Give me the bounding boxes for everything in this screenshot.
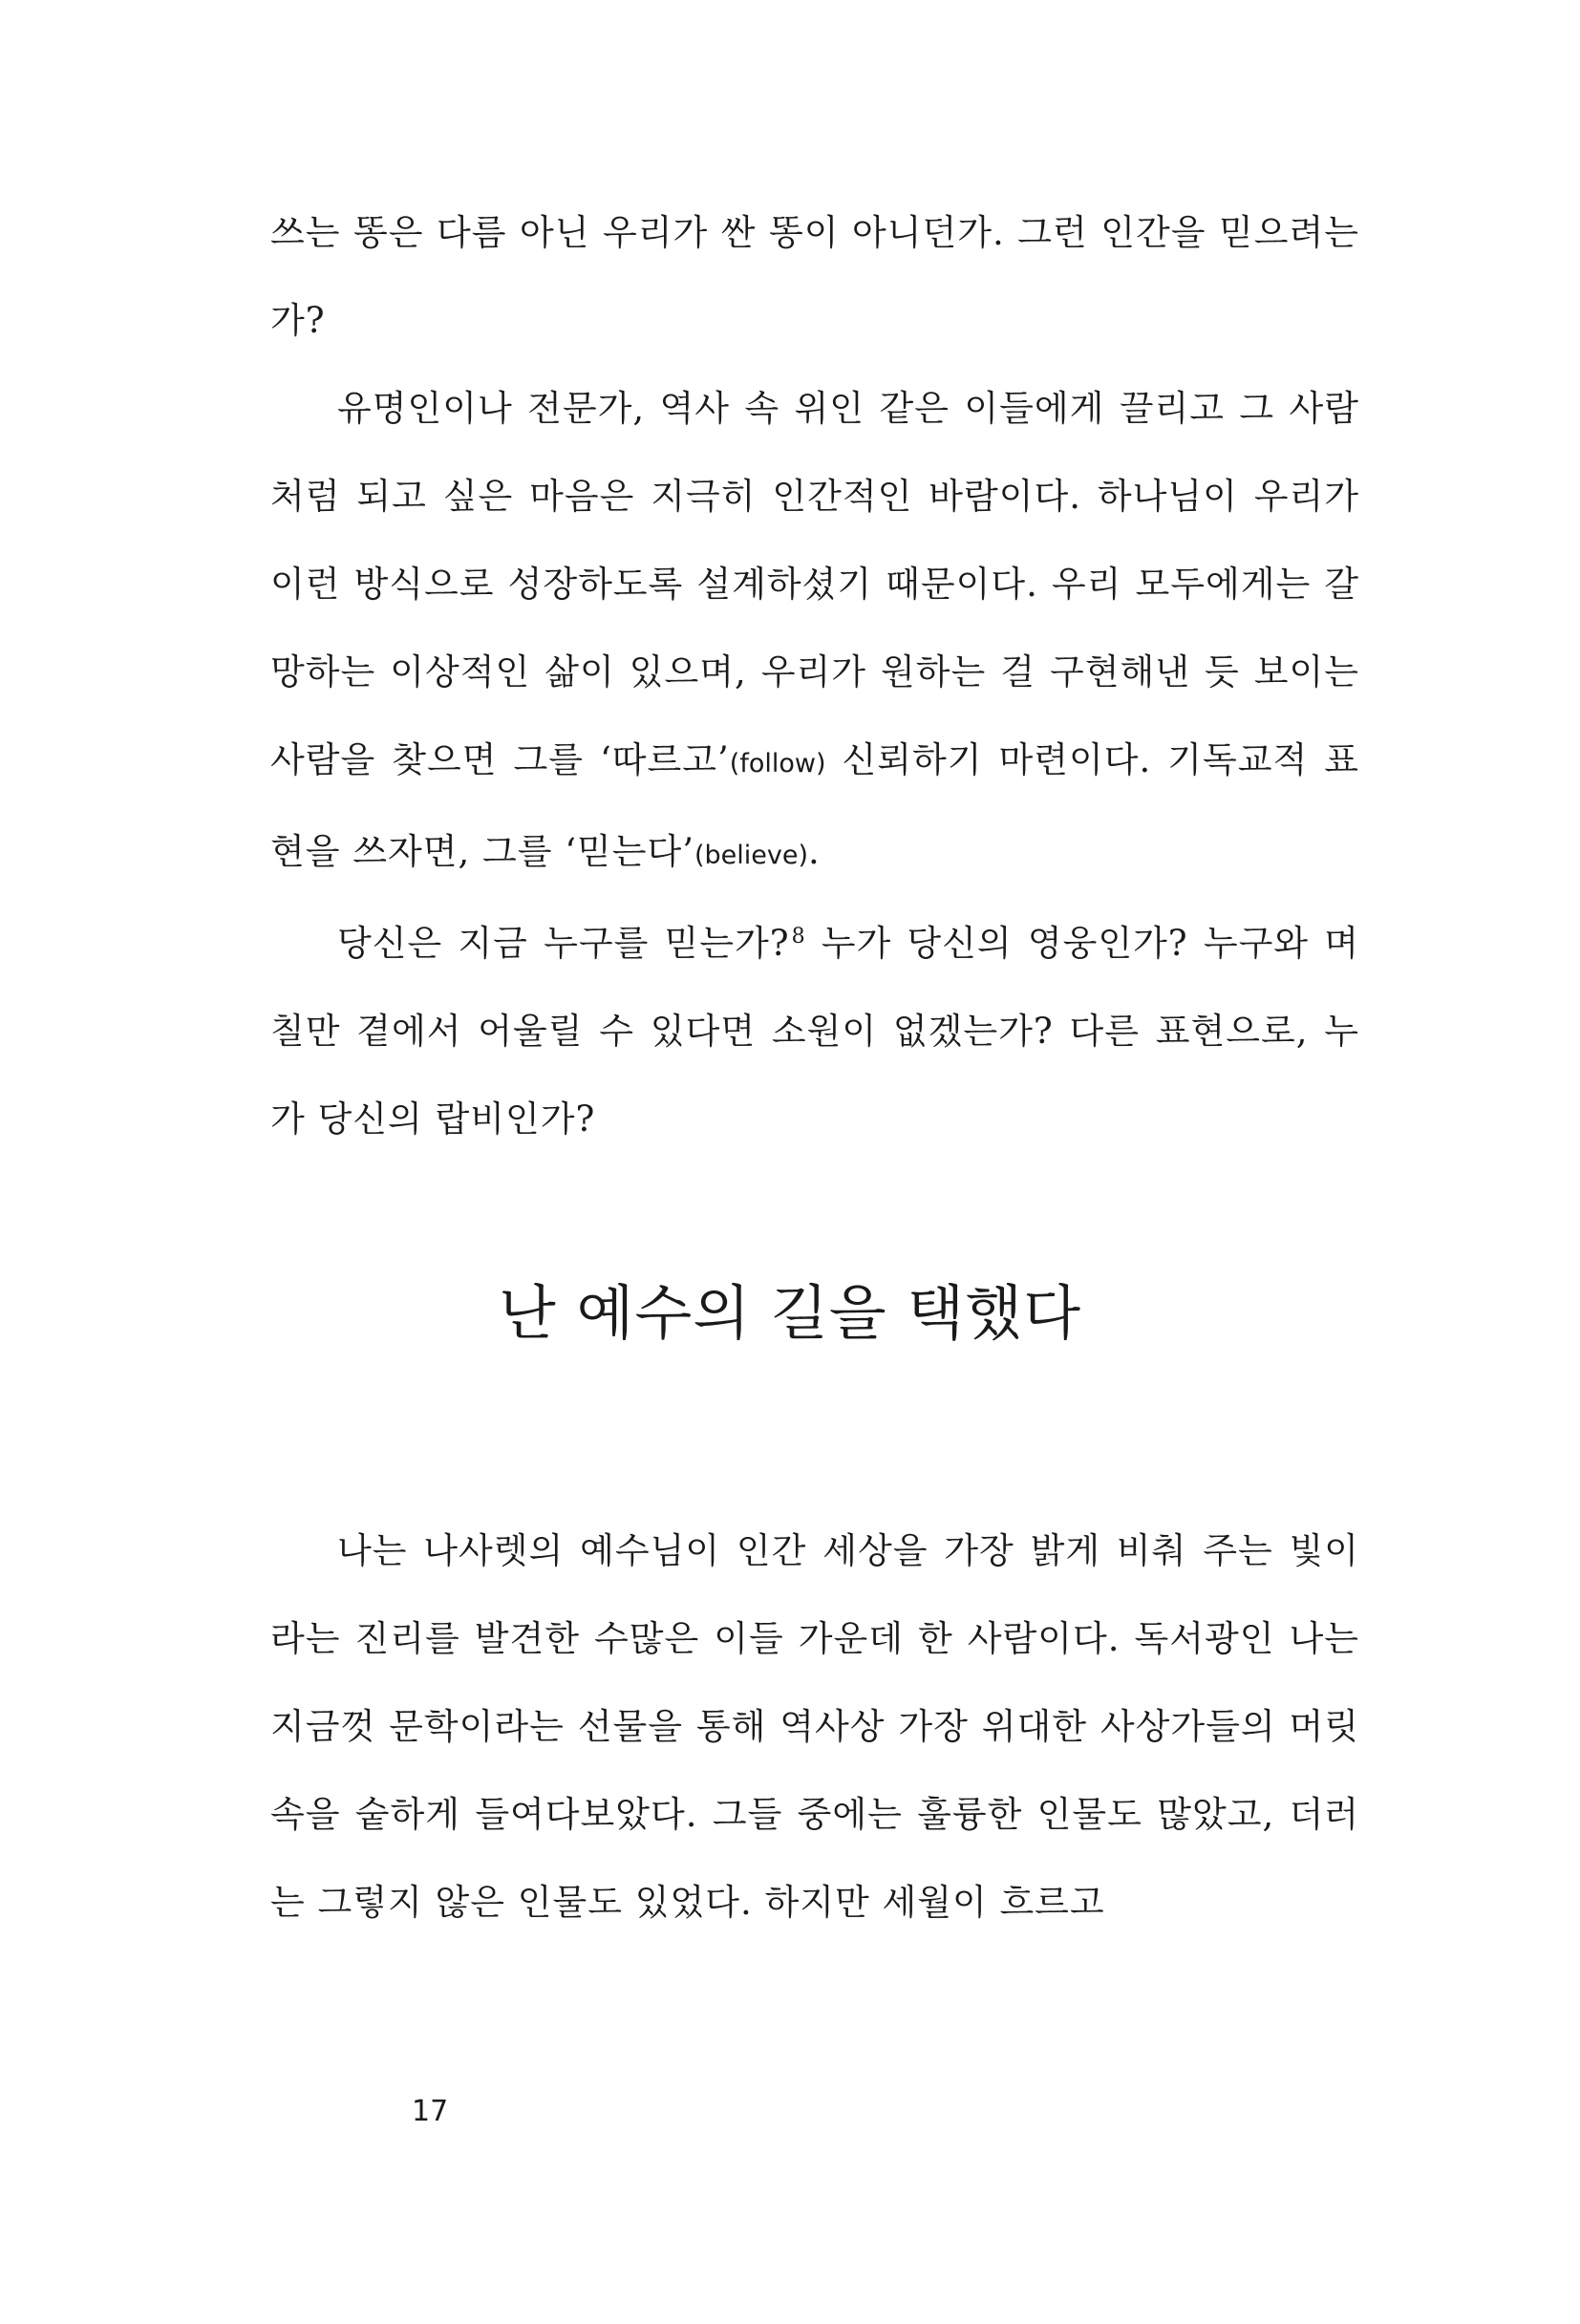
body-text-bottom [270,1507,1359,1947]
paragraph-continued: 쓰는 똥은 다름 아닌 우리가 싼 똥이 아니던가. 그런 인간을 믿으려는가? [270,212,1359,341]
section-heading: 난 예수의 길을 택했다 [498,1278,1082,1348]
paragraph-text: 유명인이나 전문가, 역사 속 위인 같은 이들에게 끌리고 그 사람처럼 되고 싶은 마음은 지극히 인간적인 바람이다. 하나님이 우리가 이런 방식으로 성장하도록 설계하셨기 때문이다. 우리 모두에게는 갈망하는 이상적인 삶이 있으며, 우리가 원하는 걸 구현해낸 듯 보이는 사람을 찾으면 그를 ‘따르고’ [270,388,1359,780]
paragraph-text: 누가 당신의 영웅인가? 누구와 며칠만 곁에서 어울릴 수 있다면 소원이 없겠는가? 다른 표현으로, 누가 당신의 랍비인가? [270,923,1359,1140]
paragraph-jesus-light: 나는 나사렛의 예수님이 인간 세상을 가장 밝게 비춰 주는 빛이라는 진리를 발견한 수많은 이들 가운데 한 사람이다. 독서광인 나는 지금껏 문학이라는 선물을 통해 역사상 가장 위대한 사상가들의 머릿속을 숱하게 들여다보았다. 그들 중에는 훌륭한 인물도 많았고, 더러는 그렇지 않은 인물도 있었다. 하지만 세월이 흐르고 [270,1530,1359,1923]
footnote-marker: 8 [791,924,806,949]
english-gloss-believe: (believe) [694,841,809,870]
page-number: 17 [412,2095,449,2128]
paragraph-who-do-you-believe [270,900,1359,1163]
body-text-top [270,189,1359,1163]
english-gloss-follow: (follow) [729,749,826,778]
paragraph-text: 당신은 지금 누구를 믿는가? [337,923,790,964]
paragraph-following-heroes [270,365,1359,900]
paragraph-text: . [808,831,821,872]
paragraph-text: 신뢰하기 마련이다. 기독교적 표현을 쓰자면, 그를 ‘믿는다’ [270,739,1360,872]
